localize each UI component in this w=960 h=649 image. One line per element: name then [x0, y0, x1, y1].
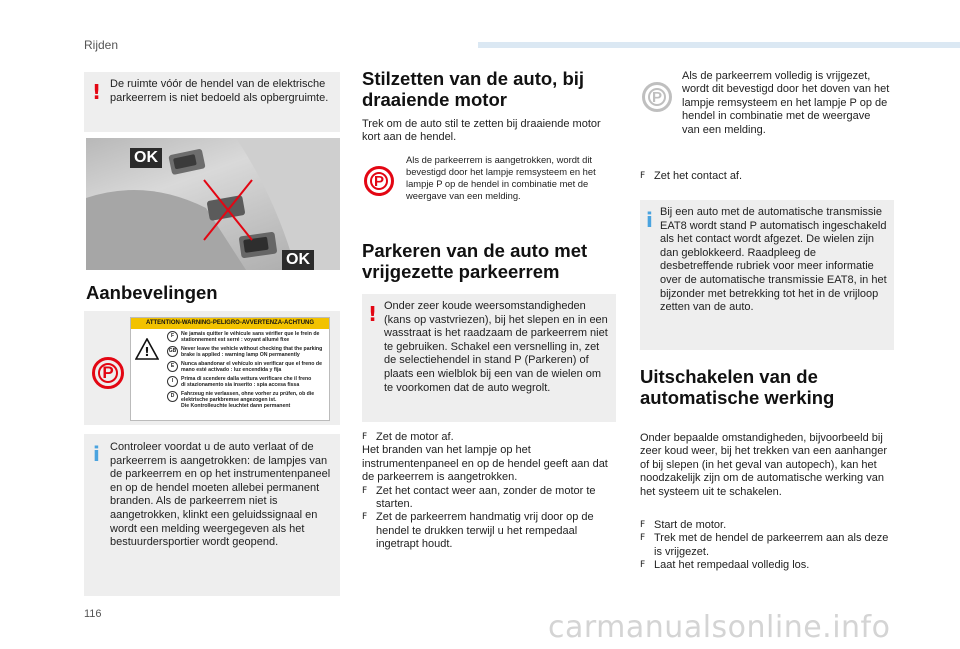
parking-brake-red-icon: P	[364, 166, 394, 196]
list-item	[362, 444, 618, 484]
label-line: elektrische parkbremse angezogen ist.	[181, 397, 277, 403]
info-icon: i	[93, 442, 100, 466]
watermark: carmanualsonline.info	[548, 610, 891, 645]
list-item	[362, 485, 618, 512]
list-item	[640, 559, 892, 572]
section-label: Rijden	[84, 38, 119, 52]
step-bullet: F	[640, 520, 646, 530]
language-code: D	[167, 391, 178, 402]
list-item	[640, 519, 892, 532]
step-bullet: F	[640, 533, 646, 544]
heading-disable-automatic: Uitschakelen van de automatische werking	[640, 366, 835, 408]
warning-icon: !	[92, 80, 102, 104]
label-line: Prima di scendere dalla vettura verificare che il freno	[181, 376, 312, 382]
ok-badge-top: OK	[130, 148, 162, 168]
label-rows	[167, 331, 327, 413]
step-bullet: F	[640, 171, 646, 181]
info-text: Bij een auto met de automatische transmissie EAT8 wordt stand P automatisch ingeschakeld als het contact wordt afgezet. De wielen zijn dan geblokkeerd. Raadpleeg de desbetreffende rubriek voor meer informatie over de automatische transmissie EAT8, in het bijzonder met betrekking tot het in de vrijloop zetten van de auto.	[660, 206, 887, 314]
step-ignition-off	[640, 170, 890, 183]
warning-text: De ruimte vóór de hendel van de elektrische parkeerrem is niet bedoeld als opbergruimte.	[110, 78, 329, 104]
step-bullet: F	[362, 432, 368, 442]
label-line: Never leave the vehicle without checking that the parking	[181, 346, 323, 352]
intro-disable: Onder bepaalde omstandigheden, bijvoorbeeld bij zeer koud weer, bij het trekken van een aanhanger of bij slepen (in het geval van autopech), kan het noodzakelijk zijn om de automatische werking van het systeem uit te schakelen.	[640, 432, 888, 498]
svg-text:!: !	[144, 345, 150, 359]
parking-brake-icon: P	[92, 357, 124, 389]
info-icon: i	[646, 208, 653, 232]
label-line: Nunca abandonar el vehículo sin verificar que el freno de	[181, 361, 322, 367]
step-text: Zet het contact weer aan, zonder de motor te starten.	[376, 484, 596, 511]
header-bar	[478, 42, 960, 48]
list-item	[362, 431, 618, 444]
parking-brake-grey-icon: P	[642, 82, 672, 112]
multilingual-label	[130, 317, 330, 421]
label-line: di stazionamento sia inserito : spia accesa fissa	[181, 382, 300, 388]
label-row	[167, 346, 327, 361]
warning-triangle-icon	[135, 338, 159, 360]
label-line: Fahrzeug nie verlassen, ohne vorher zu prüfen, ob die	[181, 391, 315, 397]
language-code: F	[167, 331, 178, 342]
list-item	[362, 511, 618, 551]
step-bullet: F	[640, 560, 646, 571]
info-text: Controleer voordat u de auto verlaat of de parkeerrem is aangetrokken: de lampjes van de parkeerrem en op het instrumentenpaneel en op de hendel moeten allebei permanent branden. Als de parkeerrem niet is aangetrokken, klinkt een geluidssignaal en wordt een melding weergegeven als het bestuurdersportier wordt geopend.	[110, 441, 331, 549]
step-bullet: F	[362, 485, 368, 496]
label-banner: ATTENTION-WARNING-PELIGRO-AVVERTENZA-ACHTUNG	[131, 318, 329, 329]
warning-text: Onder zeer koude weersomstandigheden (kans op vastvriezen), bij het slepen en in een wasstraat is het raadzaam de parkeerrem niet te gebruiken. Schakel een versnelling in, zet de selectiehendel in stand P (Parkeren) of plaats een wielblok bij een van de wielen om te voorkomen dat de auto wegrolt.	[384, 300, 608, 394]
intro-stop: Trek om de auto stil te zetten bij draaiende motor kort aan de hendel.	[362, 118, 601, 144]
step-text: Zet de parkeerrem handmatig vrij door op de hendel te drukken terwijl u het rempedaal ingetrapt houdt.	[376, 511, 594, 551]
heading-recommendations: Aanbevelingen	[86, 282, 218, 303]
label-line: Ne jamais quitter le véhicule sans vérifier que le frein de	[181, 331, 320, 337]
step-text: Start de motor.	[654, 519, 727, 531]
label-row	[167, 391, 327, 413]
info-box-eat8	[640, 200, 894, 350]
info-box-check-brake	[84, 434, 340, 596]
language-code: E	[167, 361, 178, 372]
warning-box-storage	[84, 72, 340, 132]
list-item	[640, 532, 892, 559]
heading-stop-engine-running: Stilzetten van de auto, bij draaiende motor	[362, 68, 585, 110]
step-text: Zet de motor af.	[376, 431, 454, 443]
label-line: brake is applied : warning lamp ON permanently	[181, 352, 300, 358]
warning-icon: !	[368, 302, 378, 326]
step-text: Trek met de hendel de parkeerrem aan als deze is vrijgezet.	[654, 532, 889, 558]
language-code: GB	[167, 346, 178, 357]
warning-box-cold	[362, 294, 616, 422]
language-code: I	[167, 376, 178, 387]
label-row	[167, 361, 327, 376]
label-line: stationnement est serré : voyant allumé fixe	[181, 337, 290, 343]
label-line: mano esté activado : luz encendida y fija	[181, 367, 282, 373]
step-bullet: F	[362, 512, 368, 523]
heading-park-released: Parkeren van de auto met vrijgezette parkeerrem	[362, 240, 588, 282]
page-number: 116	[84, 608, 102, 620]
ok-badge-bottom: OK	[282, 250, 314, 270]
step-text: Laat het rempedaal volledig los.	[654, 559, 810, 572]
step-text: Het branden van het lampje op het instrumentenpaneel en op de hendel geeft aan dat de parkeerrem is aangetrokken.	[362, 444, 608, 484]
steps-park	[362, 431, 618, 552]
step-text: Zet het contact af.	[654, 170, 743, 182]
released-note: Als de parkeerrem volledig is vrijgezet, wordt dit bevestigd door het doven van het lampje remsysteem en het lampje P op de hendel in combinatie met de weergave van een melding.	[682, 70, 890, 136]
steps-disable	[640, 519, 892, 573]
label-row	[167, 331, 327, 346]
label-row	[167, 376, 327, 391]
warning-label-panel	[84, 311, 340, 425]
parking-brake-photo	[86, 138, 340, 270]
label-line: Die Kontrolleuchte leuchtet dann permanent	[181, 403, 291, 409]
applied-note: Als de parkeerrem is aangetrokken, wordt dit bevestigd door het lampje remsysteem en het lampje P op de hendel in combinatie met de weergave van een melding.	[406, 154, 596, 201]
